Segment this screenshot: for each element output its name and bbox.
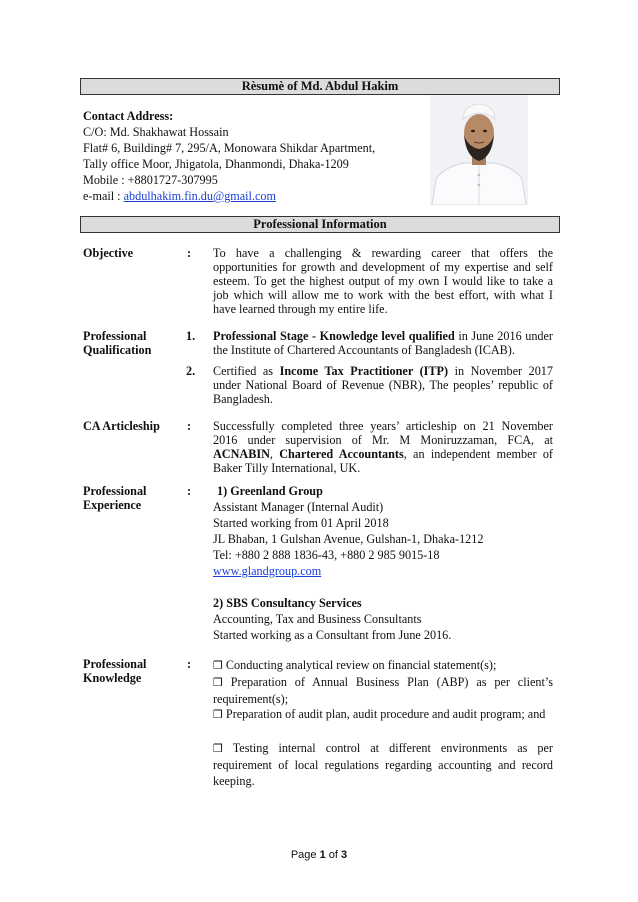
articleship-rest: , an independent member of Baker Tilly International, UK. — [213, 447, 553, 475]
experience-label — [83, 484, 146, 512]
job-1-website-link[interactable]: www.glandgroup.com — [213, 564, 322, 578]
knowledge-item-2 — [213, 674, 553, 707]
objective-label: Objective — [83, 246, 134, 260]
footer-of-word: of — [325, 849, 342, 861]
knowledge-item-4-text: Testing internal control at different environments as per requirement of local regulations regarding accounting and record keeping. — [213, 741, 553, 788]
contact-address-line-2: Tally office Moor, Jhigatola, Dhanmondi, Dhaka-1209 — [83, 157, 349, 171]
knowledge-label-line-1: Professional — [83, 657, 147, 671]
footer-total-pages: 3 — [341, 849, 348, 861]
articleship-comma: , — [269, 447, 280, 461]
qualification-item-1-rest: in June 2016 under the Institute of Chartered Accountants of Bangladesh (ICAB). — [213, 329, 553, 357]
job-2-started: Started working as a Consultant from June 2016. — [213, 628, 452, 642]
qualification-label — [83, 329, 151, 357]
job-2-title: Accounting, Tax and Business Consultants — [213, 612, 422, 626]
section-title-professional-information: Professional Information — [80, 216, 560, 233]
job-1-address: JL Bhaban, 1 Gulshan Avenue, Gulshan-1, Dhaka-1212 — [213, 532, 484, 546]
qualification-item-2-bold: Income Tax Practitioner (ITP) — [279, 364, 449, 378]
footer-page-word: Page — [290, 849, 320, 861]
objective-colon: : — [187, 246, 192, 260]
qualification-label-line-1: Professional — [83, 329, 147, 343]
experience-job-2 — [213, 595, 558, 643]
checkbox-icon: ❒ — [213, 742, 223, 755]
knowledge-label — [83, 657, 146, 685]
experience-label-line-2: Experience — [83, 498, 142, 512]
checkbox-icon: ❒ — [213, 708, 223, 721]
job-2-heading: 2) SBS Consultancy Services — [213, 596, 362, 610]
checkbox-icon: ❒ — [213, 676, 223, 689]
resume-title: Rèsumè of Md. Abdul Hakim — [80, 78, 560, 95]
contact-email-link[interactable]: abdulhakim.fin.du@gmail.com — [123, 189, 276, 203]
articleship-text — [213, 419, 553, 475]
experience-label-line-1: Professional — [83, 484, 147, 498]
qualification-item-1 — [213, 329, 553, 357]
qualification-item-1-bold: Professional Stage - Knowledge level qualified — [213, 329, 455, 343]
page-footer — [0, 849, 638, 861]
contact-mobile: Mobile : +8801727-307995 — [83, 173, 218, 187]
articleship-firm-type: Chartered Accountants — [279, 447, 404, 461]
knowledge-item-2-text: Preparation of Annual Business Plan (ABP) as per client’s requirement(s); — [213, 675, 554, 706]
contact-heading: Contact Address: — [83, 109, 174, 123]
job-1-tel: Tel: +880 2 888 1836-43, +880 2 985 9015-18 — [213, 548, 440, 562]
contact-care-of: C/O: Md. Shakhawat Hossain — [83, 125, 229, 139]
knowledge-item-1-text: Conducting analytical review on financial statement(s); — [225, 658, 497, 672]
articleship-pre: Successfully completed three years’ articleship on 21 November 2016 under supervision of Mr. M Moniruzzaman, FCA, at — [213, 419, 553, 447]
knowledge-label-line-2: Knowledge — [83, 671, 142, 685]
contact-address — [83, 108, 413, 204]
footer-current-page: 1 — [319, 849, 326, 861]
knowledge-colon: : — [187, 657, 192, 671]
experience-job-1 — [213, 483, 558, 579]
knowledge-item-3-text: Preparation of audit plan, audit procedure and audit program; and — [225, 707, 546, 721]
articleship-colon: : — [187, 419, 192, 433]
qualification-item-2-pre: Certified as — [213, 364, 280, 378]
knowledge-item-1 — [213, 657, 553, 674]
profile-photo — [430, 95, 528, 205]
knowledge-item-4 — [213, 740, 553, 789]
contact-email-row — [83, 188, 413, 204]
articleship-firm: ACNABIN — [213, 447, 270, 461]
objective-text: To have a challenging & rewarding career that offers the opportunities for growth and development of my expertise and self esteem. To get the highest output of my own I would like to take a job which will allow me to work with the best effort, with what I have learned through my entire life. — [213, 246, 553, 316]
qualification-item-2 — [213, 364, 553, 406]
job-1-title: Assistant Manager (Internal Audit) — [213, 500, 384, 514]
checkbox-icon: ❒ — [213, 659, 223, 672]
qualification-item-2-number: 2. — [186, 364, 196, 378]
contact-email-label: e-mail : — [83, 189, 124, 203]
contact-address-line-1: Flat# 6, Building# 7, 295/A, Monowara Shikdar Apartment, — [83, 141, 376, 155]
qualification-label-line-2: Qualification — [83, 343, 152, 357]
knowledge-item-3 — [213, 706, 553, 723]
articleship-label: CA Articleship — [83, 419, 160, 433]
qualification-item-1-number: 1. — [186, 329, 196, 343]
qualification-item-2-rest: in November 2017 under National Board of Revenue (NBR), The peoples’ republic of Bangladesh. — [213, 364, 553, 406]
job-1-heading: 1) Greenland Group — [217, 484, 323, 498]
job-1-started: Started working from 01 April 2018 — [213, 516, 389, 530]
experience-colon: : — [187, 484, 192, 498]
